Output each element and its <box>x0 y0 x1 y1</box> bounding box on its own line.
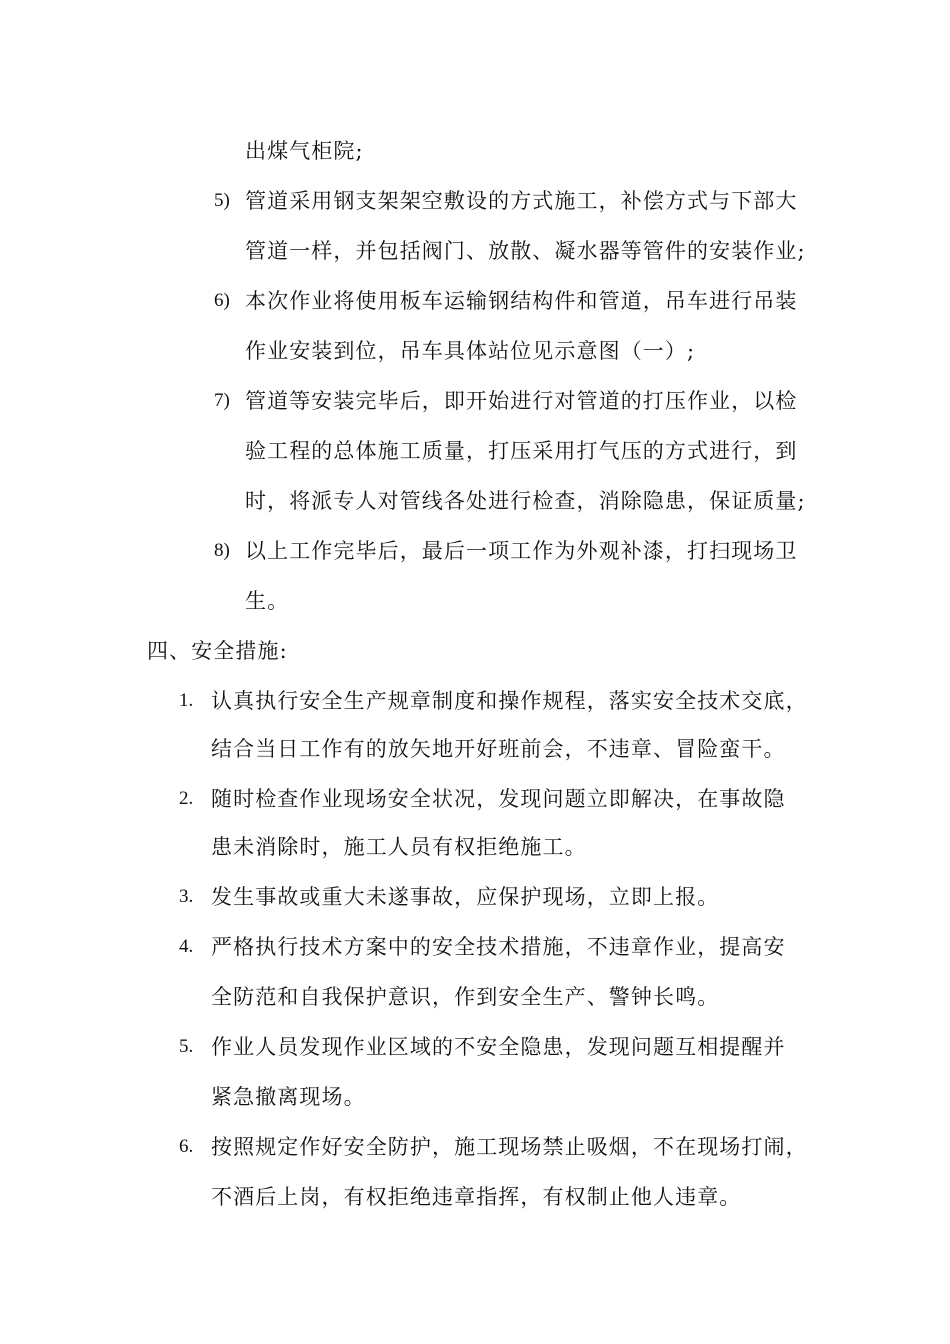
measure-text: 按照规定作好安全防护，施工现场禁止吸烟，不在现场打闹， <box>211 1135 808 1159</box>
measure-text: 不酒后上岗，有权拒绝违章指挥，有权制止他人违章。 <box>211 1185 742 1209</box>
measure-text: 发生事故或重大未遂事故，应保护现场，立即上报。 <box>211 885 720 909</box>
measure-text: 作业人员发现作业区域的不安全隐患，发现问题互相提醒并 <box>211 1035 786 1059</box>
measure-number: 5. <box>179 1036 194 1057</box>
step-text: 验工程的总体施工质量，打压采用打气压的方式进行，到 <box>245 439 798 463</box>
measure-number: 6. <box>179 1136 194 1157</box>
step-text: 本次作业将使用板车运输钢结构件和管道，吊车进行吊装 <box>245 289 798 313</box>
measure-text: 严格执行技术方案中的安全技术措施，不违章作业，提高安 <box>211 935 786 959</box>
step-text: 管道等安装完毕后，即开始进行对管道的打压作业，以检 <box>245 389 798 413</box>
measure-number: 1. <box>179 690 194 711</box>
step-text: 生。 <box>245 589 290 613</box>
step-text: 以上工作完毕后，最后一项工作为外观补漆，打扫现场卫 <box>245 539 798 563</box>
step-text: 管道一样，并包括阀门、放散、凝水器等管件的安装作业; <box>245 239 806 263</box>
continuation-line: 出煤气柜院; <box>245 139 364 163</box>
measure-text: 结合当日工作有的放矢地开好班前会，不违章、冒险蛮干。 <box>211 737 786 761</box>
step-text: 管道采用钢支架架空敷设的方式施工，补偿方式与下部大 <box>245 189 798 213</box>
measure-number: 2. <box>179 788 194 809</box>
step-number: 5) <box>214 190 230 211</box>
step-number: 8) <box>214 540 230 561</box>
step-text: 时，将派专人对管线各处进行检查，消除隐患，保证质量; <box>245 489 806 513</box>
measure-text: 全防范和自我保护意识，作到安全生产、警钟长鸣。 <box>211 985 720 1009</box>
measure-number: 4. <box>179 936 194 957</box>
step-text: 作业安装到位，吊车具体站位见示意图（一）; <box>245 339 696 363</box>
section-heading: 四、安全措施: <box>147 639 288 663</box>
measure-text: 认真执行安全生产规章制度和操作规程，落实安全技术交底， <box>211 689 808 713</box>
measure-number: 3. <box>179 886 194 907</box>
measure-text: 紧急撤离现场。 <box>211 1085 366 1109</box>
step-number: 7) <box>214 390 230 411</box>
measure-text: 患未消除时，施工人员有权拒绝施工。 <box>211 835 587 859</box>
measure-text: 随时检查作业现场安全状况，发现问题立即解决，在事故隐 <box>211 787 786 811</box>
step-number: 6) <box>214 290 230 311</box>
